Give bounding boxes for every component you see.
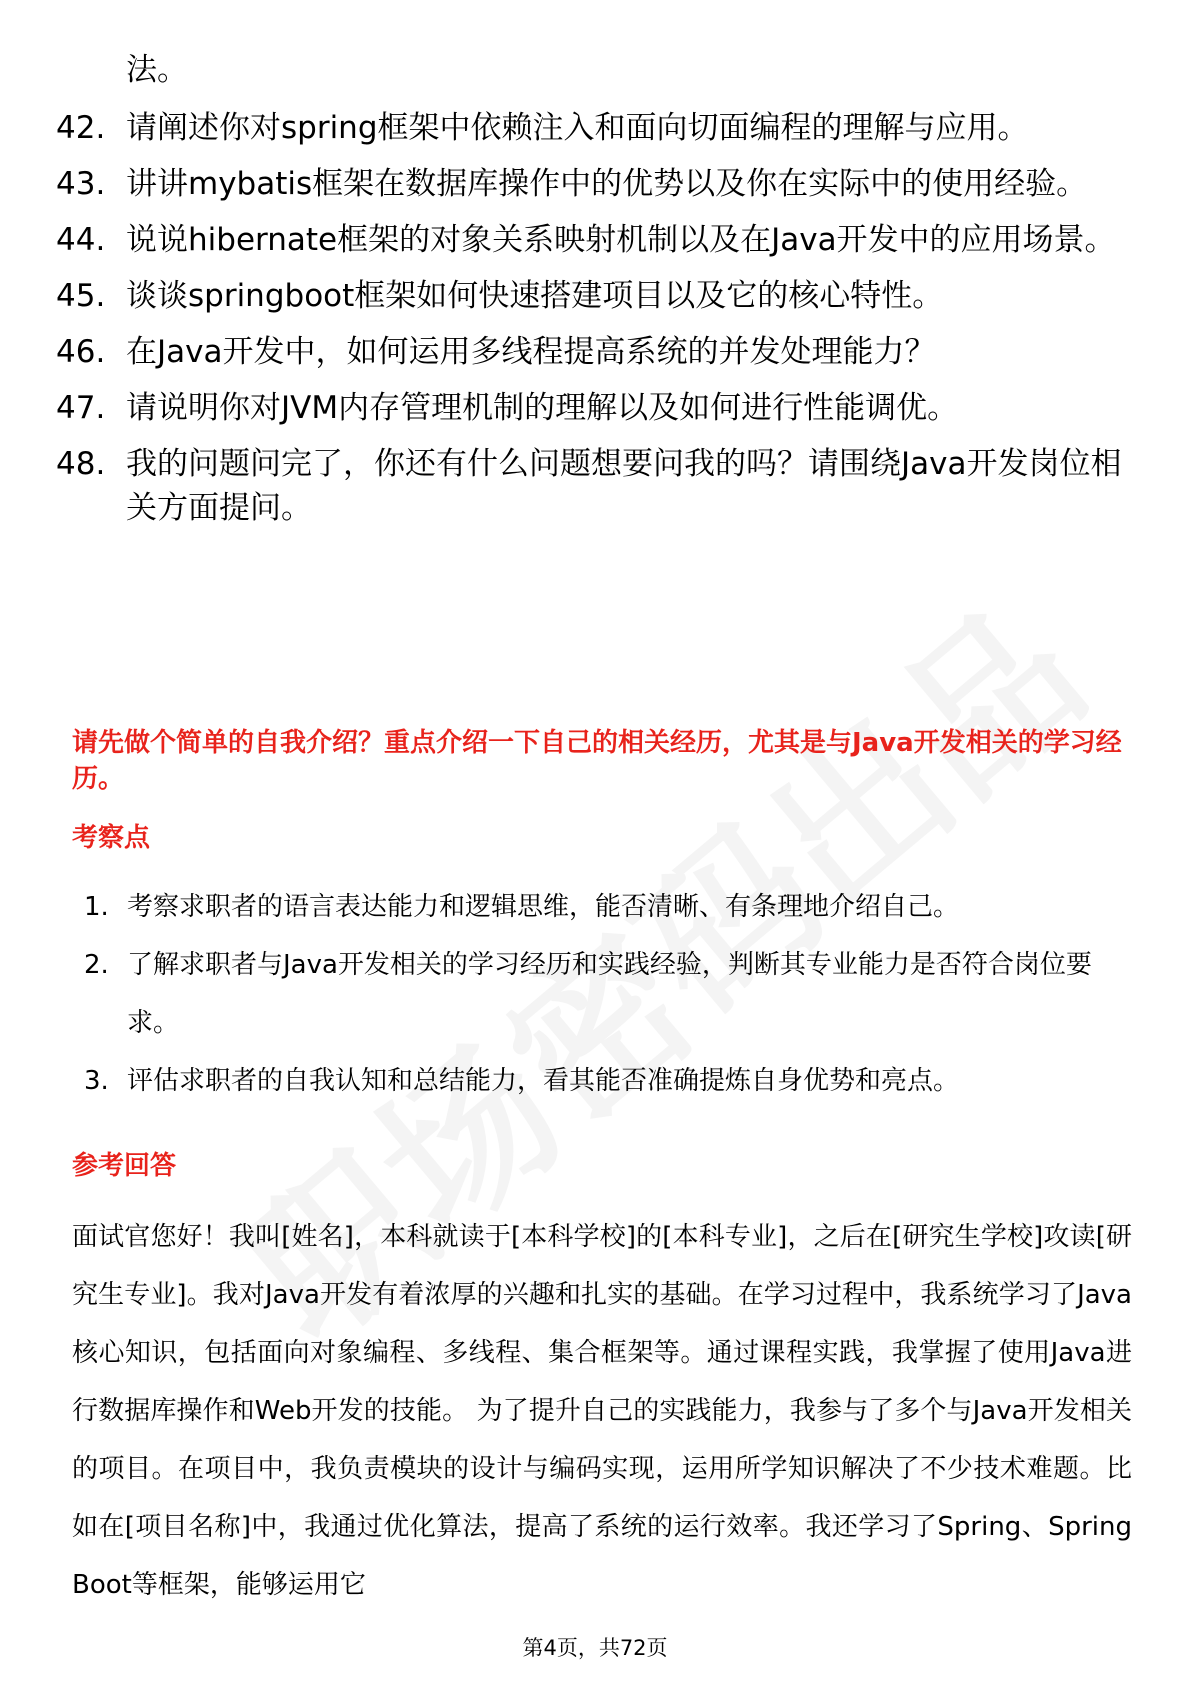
question-list — [56, 48, 1136, 542]
list-item — [56, 218, 1136, 262]
question-text: 我的问题问完了，你还有什么问题想要问我的吗？请围绕Java开发岗位相关方面提问。 — [126, 446, 1122, 526]
points-label: 考察点 — [72, 823, 151, 853]
list-item — [56, 106, 1136, 150]
question-text: 说说hibernate框架的对象关系映射机制以及在Java开发中的应用场景。 — [126, 222, 1116, 258]
question-number: 46. — [56, 334, 106, 370]
question-number: 42. — [56, 110, 106, 146]
list-item — [56, 330, 1136, 374]
page-footer: 第4页，共72页 — [522, 1636, 668, 1660]
question-number: 47. — [56, 390, 106, 426]
question-number: 43. — [56, 166, 106, 202]
assessment-points — [72, 878, 1132, 1110]
question-number: 45. — [56, 278, 106, 314]
question-text: 请说明你对JVM内存管理机制的理解以及如何进行性能调优。 — [126, 390, 959, 426]
main-question-heading: 请先做个简单的自我介绍？重点介绍一下自己的相关经历，尤其是与Java开发相关的学习经历。 — [72, 728, 1122, 794]
question-text: 请阐述你对spring框架中依赖注入和面向切面编程的理解与应用。 — [126, 110, 1029, 146]
question-number: 44. — [56, 222, 106, 258]
point-text: 了解求职者与Java开发相关的学习经历和实践经验，判断其专业能力是否符合岗位要求。 — [127, 950, 1092, 1038]
point-number: 1. — [84, 892, 109, 922]
list-item — [56, 386, 1136, 430]
answer-label: 参考回答 — [72, 1151, 177, 1181]
list-item — [72, 936, 1132, 1052]
question-number — [56, 48, 126, 92]
point-number: 3. — [84, 1066, 109, 1096]
list-item — [56, 48, 1136, 92]
question-text: 法。 — [126, 52, 188, 88]
answer-paragraph: 面试官您好！我叫[姓名]，本科就读于[本科学校]的[本科专业]，之后在[研究生学校]攻读[研究生专业]。我对Java开发有着浓厚的兴趣和扎实的基础。在学习过程中，我系统学习了Java核心知识，包括面向对象编程、多线程、集合框架等。通过课程实践，我掌握了使用Java进行数据库操作和Web开发的技能。 为了提升自己的实践能力，我参与了多个与Java开发相关的项目。在项目中，我负责模块的设计与编码实现，运用所学知识解决了不少技术难题。比如在[项目名称]中，我通过优化算法，提高了系统的运行效率。我还学习了Spring、Spring Boot等框架，能够运用它 — [72, 1222, 1132, 1600]
list-item — [56, 442, 1136, 530]
question-text: 讲讲mybatis框架在数据库操作中的优势以及你在实际中的使用经验。 — [126, 166, 1088, 202]
list-item — [72, 878, 1132, 936]
question-text: 在Java开发中，如何运用多线程提高系统的并发处理能力？ — [126, 334, 936, 370]
point-text: 评估求职者的自我认知和总结能力，看其能否准确提炼自身优势和亮点。 — [127, 1066, 960, 1096]
list-item — [56, 274, 1136, 318]
list-item — [56, 162, 1136, 206]
question-number: 48. — [56, 446, 106, 482]
point-number: 2. — [84, 950, 109, 980]
list-item — [72, 1052, 1132, 1110]
point-text: 考察求职者的语言表达能力和逻辑思维，能否清晰、有条理地介绍自己。 — [127, 892, 960, 922]
question-text: 谈谈springboot框架如何快速搭建项目以及它的核心特性。 — [126, 278, 944, 314]
